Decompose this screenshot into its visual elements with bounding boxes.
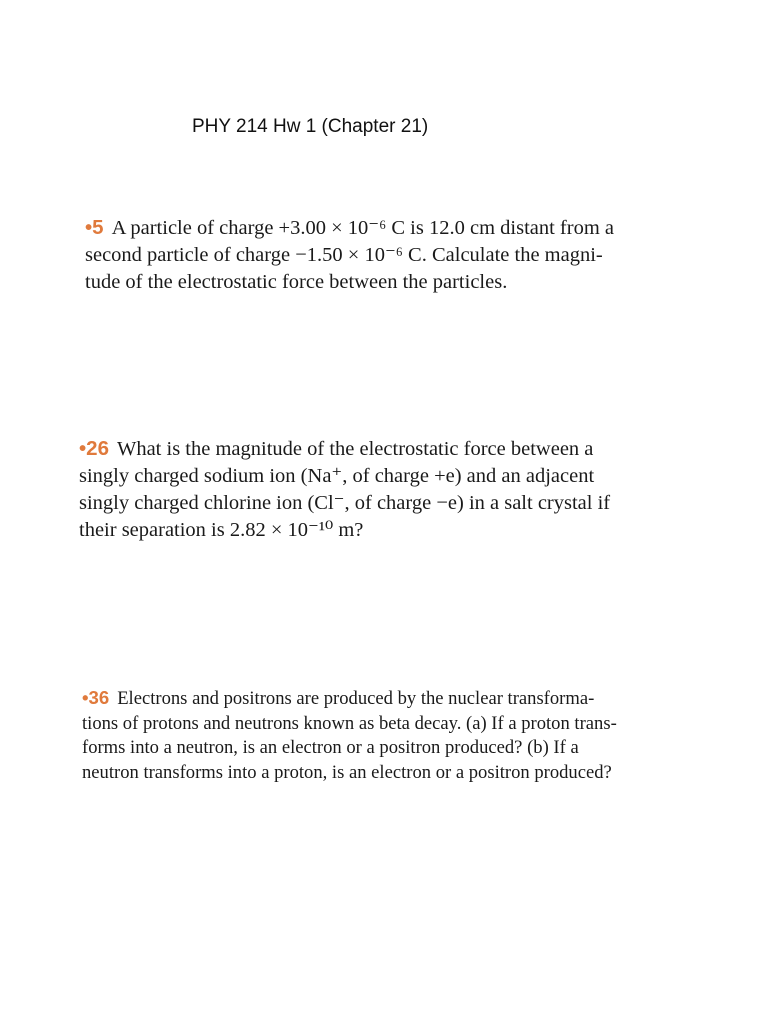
problem-line: tions of protons and neutrons known as beta decay. (a) If a proton trans- [82, 712, 617, 734]
problem-line: neutron transforms into a proton, is an electron or a positron produced? [82, 761, 612, 783]
page-title: PHY 214 Hw 1 (Chapter 21) [192, 116, 429, 137]
problem-number: •26 [79, 437, 109, 460]
problem-5 [85, 214, 685, 296]
problem-line: singly charged chlorine ion (Cl⁻, of charge −e) in a salt crystal if [79, 492, 611, 514]
problem-line: second particle of charge −1.50 × 10⁻⁶ C. Calculate the magni- [85, 244, 603, 266]
problem-line [85, 214, 685, 242]
problem-line [79, 435, 684, 463]
problem-text: What is the magnitude of the electrostatic force between a [116, 438, 594, 460]
problem-36 [82, 686, 685, 785]
problem-line: singly charged sodium ion (Na⁺, of charge +e) and an adjacent [79, 465, 595, 487]
problem-line: tude of the electrostatic force between the particles. [85, 271, 508, 293]
problem-number: •36 [82, 687, 110, 708]
problem-26 [79, 435, 684, 544]
problem-number: •5 [85, 216, 104, 239]
problem-line: their separation is 2.82 × 10⁻¹⁰ m? [79, 519, 364, 541]
problem-line: forms into a neutron, is an electron or a positron produced? (b) If a [82, 737, 579, 758]
problem-line [82, 686, 685, 712]
problem-text: A particle of charge +3.00 × 10⁻⁶ C is 12.0 cm distant from a [111, 217, 615, 239]
problem-text: Electrons and positrons are produced by the nuclear transforma- [117, 688, 595, 709]
